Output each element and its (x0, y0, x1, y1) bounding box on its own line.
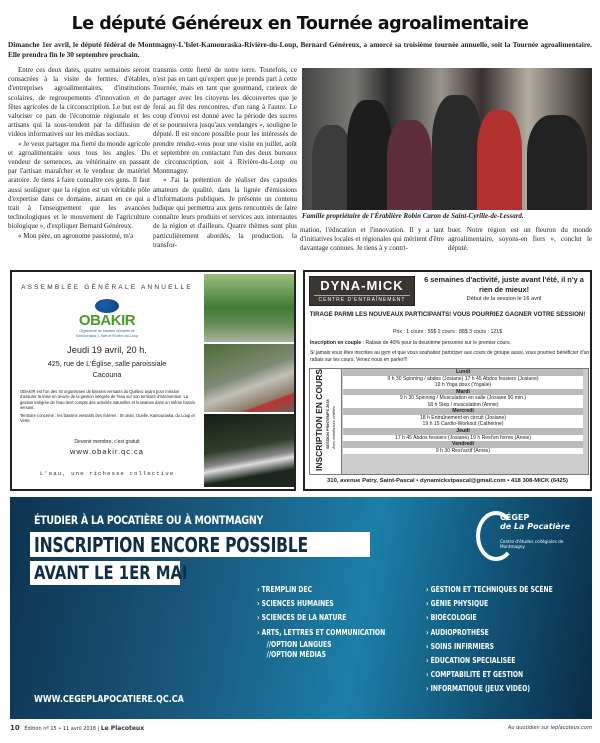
cegep-logo (476, 507, 586, 567)
paragraph: « Je veux partager ma fierté du monde agricole et agroalimentaire sous tous les angles. Du vendeur de semences, au vétérinaire en passant par l'artisan maraîcher et le vendeur de matériel aratoire. Je tiens à faire connaître ces gens. Il faut aussi souligner que la région est un véritable pôle d'expertise dans ce domaine, autant en ce qui a trait à l'enseignement que les avancées technologiques et le mouvement de l'agriculture biologique », d'expliquer Bernard Généreux. (8, 139, 150, 231)
gym-member-note: Si jamais vous êtes inscrites au gym et que vous souhaitez participer aux cours de groupe aussi, vous pourriez bénéficier d'un rabais sur les cours. Venez nous en parler!!! (310, 350, 590, 363)
edition-info: Édition nº 15 • 11 avril 2018 | (24, 726, 100, 732)
schedule-day: Lundi (343, 369, 583, 376)
dynamick-ad[interactable] (303, 270, 592, 491)
article-column-2 (153, 66, 297, 250)
water-wave-icon (95, 299, 119, 313)
article-title: Le député Généreux en Tournée agroalimentaire (71, 14, 529, 34)
schedule-slot: 9 h 30 Rest'actif (Annie) (343, 448, 583, 455)
cegep-url-link[interactable]: WWW.CEGEPLAPOCATIERE.QC.CA (34, 694, 184, 705)
event-date: Jeudi 19 avril, 20 h. (67, 345, 147, 355)
paragraph: transmis cette fierté de notre terre. Toutefois, ce n'est pas en tant qu'expert que je prends part à cette Tournée, mais en tant que gourmand, curieux de partager avec les citoyens les découvertes que je ferai au fil des rencontres, d'un rang à l'autre. Le coup d'envoi est donné avec la période des sucres et se poursuivra jusqu'aux vendanges », souligne le député. Il est encore possible pour les intéressés de prendre rendez-vous pour une visite en juillet, août et septembre en contactant l'un des deux bureaux de circonscription, soit à Rivière-du-Loup ou Montmagny. (153, 66, 297, 176)
program-item: › SOINS INFIRMIERS (426, 641, 494, 651)
schedule-slot: 19 h Yoga doux (Yogalie) (343, 382, 583, 389)
ad-heading: ASSEMBLÉE GÉNÉRALE ANNUELLE (21, 284, 193, 291)
membership-note: Devenir membre, c'est gratuit (74, 438, 140, 445)
page-number: 10 (10, 724, 20, 732)
obakir-description: OBAKIR est l'un des 40 organismes de bassins versants du Québec ayant pour mission d'assurer la mise en œuvre de la gestion intégrée de l'eau sur son territoire d'intervention. La gestion intégrée de l'eau tient compte des activités naturelles et humaines dans un même bassin versant. (20, 389, 196, 410)
deadline: AVANT LE 1ER MAI (34, 562, 188, 584)
logo-line: Centre d'études collégiales de Montmagny (500, 539, 564, 549)
schedule-slot: 17 h 45 Abdos fessiers (Josiane) 19 h Rest'en forme (Annie) (343, 435, 583, 442)
schedule-side-label (310, 369, 342, 474)
program-item: › INFORMATIQUE (JEUX VIDÉO) (426, 684, 531, 694)
schedule-slot: 19 h 15 Cardio-Workout (Catherine) (343, 421, 583, 428)
obakir-url-link[interactable]: www.obakir.qc.ca (70, 446, 144, 456)
program-list-left (257, 583, 417, 660)
program-item: › SCIENCES HUMAINES (257, 599, 334, 609)
obakir-logo (72, 299, 142, 341)
obakir-tagline: L'eau, une richesse collective (39, 469, 175, 477)
cegep-ad[interactable] (10, 497, 592, 719)
program-list-right (426, 583, 584, 697)
program-item: › GESTION ET TECHNIQUES DE SCÈNE (426, 585, 553, 594)
program-option: //OPTION MÉDIAS (266, 649, 326, 659)
page-footer-left (10, 724, 144, 732)
schedule-slot: 18 h Step / musculation (Annie) (343, 402, 583, 409)
program-item: › ARTS, LETTRES ET COMMUNICATION (257, 627, 386, 637)
event-address: 425, rue de L'Église, salle paroissiale (47, 359, 167, 368)
logo-name: OBAKIR (78, 312, 136, 329)
schedule-table (309, 368, 589, 475)
program-item: › COMPTABILITÉ ET GESTION (426, 670, 524, 680)
session-start: Début de la session le 16 avril (466, 296, 542, 302)
logo-subtitle: Organisme de bassins versants de Kamouraska, L'Islet et Rivière-du-Loup (75, 329, 138, 338)
photo-caption: Famille propriétaire de l'Érablière Robin Caron de Saint-Cyrille-de-Lessard. (302, 212, 524, 220)
dynamick-logo (309, 276, 415, 306)
contact-info: 310, avenue Patry, Saint-Pascal • dynamickstpascal@gmail.com • 418 308-MICK (6425) (327, 478, 568, 484)
article-photo (302, 68, 592, 210)
article-column-3: mation, l'éducation et l'innovation. Il y a tant d'initiatives locales et régionales qui méritent d'être davantage connues. Je tiens à y contri- (300, 226, 444, 253)
side-subtitle-2: Avec entraîneurs certifiés (332, 406, 336, 449)
couple-text: : Rabais de 40% pour la deuxième personne sur le premier cours. (361, 340, 512, 346)
lake-photo (204, 274, 294, 342)
brand-name: Le Placoteux (100, 725, 145, 732)
program-item: › BIOÉCOLOGIE (426, 613, 477, 623)
event-city: Cacouna (92, 370, 122, 379)
paragraph: Entre ces deux dates, quatre semaines seront consacrées à la visite de fermes, d'étables, d'entreprises agroalimentaires, d'institutions scolaires, de regroupements d'innovation et de fêtes agricoles de la circonscription. Le but est de valoriser ce pan de l'économie régionale et les artisans qui la sous-tendent par la diffusion de vidéos informatives sur les médias sociaux. (8, 66, 150, 139)
program-item: › SCIENCES DE LA NATURE (257, 613, 347, 623)
side-title: INSCRIPTION EN COURS (314, 368, 324, 471)
gorge-river-photo (204, 414, 294, 487)
program-item: › AUDIOPROTHÈSE (426, 627, 489, 637)
schedule-slot: 18 h Entraînement en circuit (Josiane) (343, 415, 583, 422)
schedule-slot: 9 h 30 Spinning / Musculation en salle (Josiane 90 min.) (343, 395, 583, 402)
couple-offer (310, 340, 590, 346)
article-column-1 (8, 66, 150, 241)
draw-announcement: TIRAGE PARMI LES NOUVEAUX PARTICIPANTS! VOUS POURRIEZ GAGNER VOTRE SESSION! (309, 311, 586, 318)
schedule-day: Jeudi (343, 428, 583, 435)
program-option: //OPTION LANGUES (266, 639, 332, 649)
logo-line: CÉGEP (500, 513, 530, 522)
logo-subtitle: CENTRE D'ENTRAÎNEMENT (314, 295, 410, 304)
paragraph: « J'ai la prétention de réaliser des capsules amateurs de qualité, dans la lignée d'émissions d'informations publiques. Je présente un contenu ludique qui permettra aux gens rencontrés de faire connaître leurs produits et services aux internautes de la région et d'ailleurs. Quatre thèmes sont plus particulièrement abordés, la production, la transfor- (153, 176, 297, 249)
schedule-day: Vendredi (343, 441, 583, 448)
schedule-day: Mercredi (343, 408, 583, 415)
ad-headline: INSCRIPTION ENCORE POSSIBLE (34, 533, 308, 557)
logo-line: de La Pocatière (500, 522, 571, 531)
program-item: › ÉDUCATION SPÉCIALISÉE (426, 656, 516, 666)
page-footer-right: Au quotidien sur leplacoteux.com (507, 725, 592, 731)
river-canoe-photo (204, 344, 294, 412)
schedule-slot: 9 h 30 Spinning / abdos (Josiane) 17 h 45 Abdos fessiers (Josiane) (343, 376, 583, 383)
ad-supertitle: ÉTUDIER À LA POCATIÈRE OU À MONTMAGNY (34, 513, 264, 527)
article-column-4: buer. Notre région est un fleuron du monde agroalimentaire, soyons-en fiers », conclut le député. (448, 226, 592, 253)
ad-headline: 6 semaines d'activité, juste avant l'été, il n'y a rien de mieux! (424, 275, 584, 294)
program-item: › GÉNIE PHYSIQUE (426, 599, 489, 609)
side-subtitle: SESSION PRINTEMPS 2018 (326, 399, 330, 449)
couple-label: Inscription en couple (310, 340, 362, 346)
schedule-day: Mardi (343, 389, 583, 396)
article-lead: Dimanche 1er avril, le député fédéral de Montmagny-L'Islet-Kamouraska-Rivière-du-Loup, Bernard Généreux, a amorcé sa troisième tournée annuelle, soit la Tournée agroalimentaire. Elle prendra fin le 30 septembre prochain. (8, 40, 592, 59)
paragraph: « Mon père, un agronome passionné, m'a (18, 231, 134, 240)
prices: Prix : 1 cours : 55$ 2 cours : 88$ 3 cours : 121$ (393, 329, 502, 335)
program-item: › TREMPLIN DEC (257, 585, 313, 594)
logo-name: DYNA-MICK (320, 278, 404, 293)
obakir-territory: Territoire concerné : les bassins versants des rivières : St-Jean, Ouelle, Kamouraska, du Loup et Verte. (20, 413, 195, 424)
obakir-ad[interactable] (10, 270, 296, 491)
